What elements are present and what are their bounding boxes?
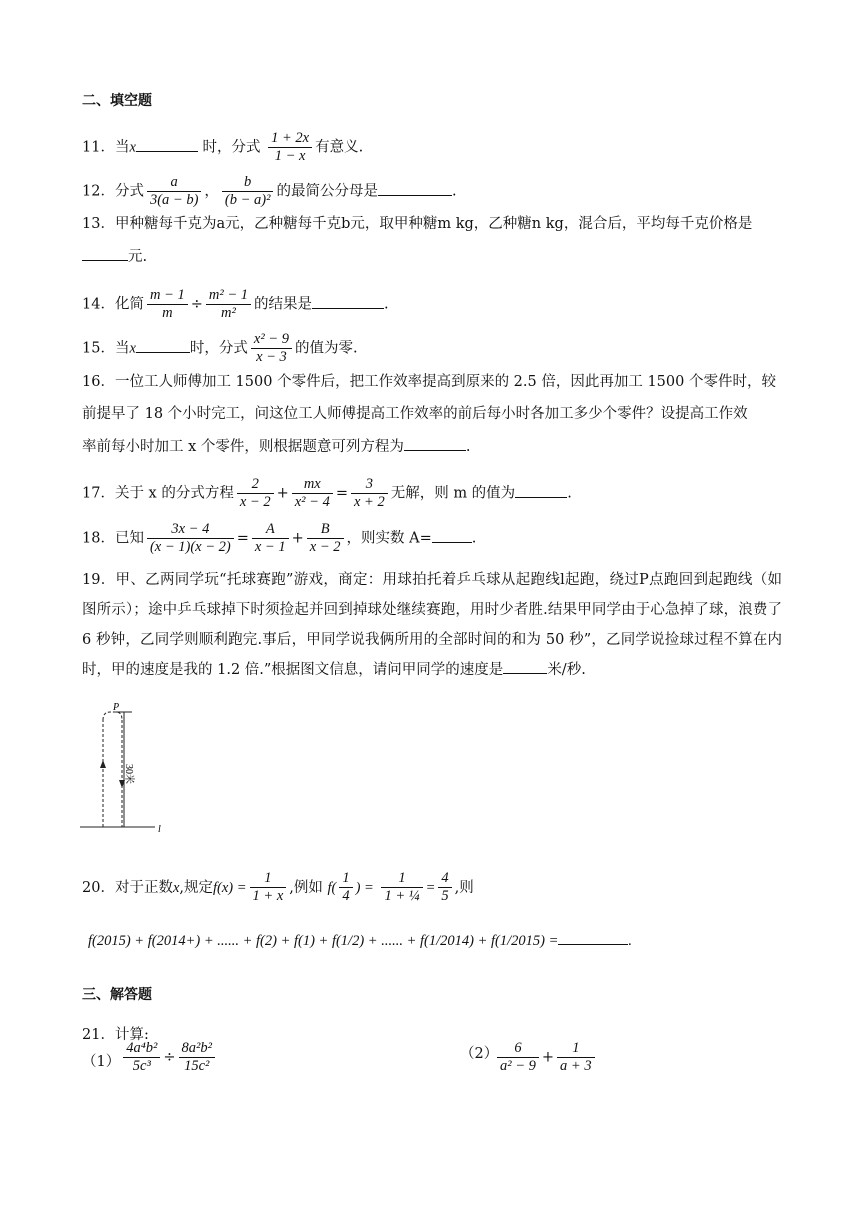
- q18-f2-numerator: A: [252, 521, 289, 539]
- section-title-fill-in: 二、填空题: [82, 93, 152, 109]
- question-21-parts: [82, 1040, 820, 1080]
- question-14: 14．化简 $\frac{m - 1}{m}$ ÷ $\frac{\text{m² − 1}}{\text{m²}}$ 的结果是 .: [82, 287, 389, 321]
- question-12: 12．分式 $\frac{a}{3(a - b)}$ ， $\frac{b}{\text{(b − a)²}}$ 的最简公分母是 .: [82, 174, 457, 208]
- q12-number: 12．分式: [82, 183, 144, 200]
- q18-f2-denominator: x − 1: [254, 539, 286, 555]
- q19-text: 19．甲、乙两同学玩“托球赛跑”游戏，商定：用球拍托着乒乓球从起跑线l起跑，绕过P点跑回到起跑线（如图所示）；途中乒乓球掉下时须捡起并回到掉球处继续赛跑，用时少者胜.结果甲同学由于心急掉了球，浪费了 6 秒钟，乙同学则顺利跑完.事后，甲同学说我俩所用的全部时间的和为 50 秒”，乙同学说捡球过程不算在内时，甲的速度是我的 1.2 倍.”根据图文信息，请问甲同学的速度是: [82, 572, 782, 678]
- q18-blank[interactable]: [432, 528, 472, 543]
- q21-part-2: [494, 1040, 598, 1075]
- q21-p2-operator: +: [541, 1049, 555, 1066]
- q11-tail: 有意义.: [315, 139, 364, 156]
- q11-fraction: [268, 130, 312, 165]
- q12-tail: 的最简公分母是: [276, 183, 378, 200]
- question-16-line-1: 16．一位工人师傅加工 1500 个零件后，把工作效率提高到原来的 2.5 倍，因此再加工 1500 个零件时，较: [82, 374, 776, 390]
- q15-numerator: x² − 9: [251, 331, 292, 349]
- q20-example-f: f(: [327, 879, 337, 896]
- q21-p2-f2-numerator: 1: [557, 1040, 595, 1058]
- q20-example-result: [438, 870, 451, 905]
- q18-f3-numerator: B: [307, 521, 344, 539]
- q20-eg: ,例如: [289, 879, 323, 896]
- q11-numerator: 1 + 2x: [268, 130, 312, 148]
- q13-blank[interactable]: [82, 246, 128, 261]
- q19-figure: [80, 700, 180, 835]
- question-11: [82, 130, 820, 165]
- question-19: [82, 565, 782, 685]
- q21-p1-fraction-1: [123, 1040, 160, 1075]
- q17-fraction-3: [351, 476, 388, 511]
- path-turn: [103, 712, 122, 720]
- label-distance: 30米: [123, 764, 134, 784]
- q17-f3-denominator: x + 2: [353, 494, 385, 510]
- q21-p2-fraction-2: [557, 1040, 595, 1075]
- section-title-solve: 三、解答题: [82, 987, 152, 1003]
- q20-mid: ,规定: [179, 879, 213, 896]
- q21-part-1-label: （1）: [82, 1053, 121, 1070]
- question-15: [82, 331, 820, 366]
- q14-f2-numerator: m² − 1: [206, 287, 251, 305]
- q15-fraction: [251, 331, 292, 366]
- q20-equals: =: [425, 879, 436, 896]
- q20-example-eq: ) =: [355, 879, 374, 896]
- q11-blank[interactable]: [136, 137, 198, 152]
- q12-f1-numerator: a: [147, 174, 201, 192]
- q17-f1-numerator: 2: [237, 476, 274, 494]
- question-13-line-2: [82, 246, 820, 267]
- q14-operator: ÷: [190, 296, 203, 313]
- q17-f1-denominator: x − 2: [239, 494, 271, 510]
- label-p: P: [113, 702, 120, 713]
- q14-f2-denominator: m²: [221, 305, 236, 321]
- q15-tail: 的值为零.: [294, 340, 358, 357]
- q18-fraction-1: [147, 521, 234, 556]
- q21-p1-f1-numerator: 4a⁴b²: [123, 1040, 160, 1058]
- q21-p2-f1-numerator: 6: [497, 1040, 539, 1058]
- q20-example-arg: [339, 870, 352, 905]
- q14-blank[interactable]: [312, 294, 384, 309]
- question-21: 21．计算:: [82, 1027, 149, 1043]
- q14-fraction-2: [206, 287, 251, 322]
- q12-blank[interactable]: [378, 181, 452, 196]
- q18-f1-numerator: 3x − 4: [147, 521, 234, 539]
- q21-p1-f1-denominator: 5c³: [132, 1058, 151, 1074]
- q12-f1-denominator: 3(a − b): [149, 192, 199, 208]
- q21-p1-f2-denominator: 15c²: [184, 1058, 210, 1074]
- q18-f1-denominator: (x − 1)(x − 2): [149, 539, 231, 555]
- q17-fraction-2: [292, 476, 333, 511]
- question-17: 17．关于 x 的分式方程 $\frac{2}{x - 2}$ + $\frac{mx}{\text{x² − 4}}$ = $\frac{3}{x + 2}$ 无解，则 m 的值为 .: [82, 476, 572, 510]
- q18-fraction-3: [307, 521, 344, 556]
- q21-p2-f1-denominator: a² − 9: [500, 1058, 536, 1074]
- q20-example-complex: [381, 870, 422, 905]
- q21-p1-operator: ÷: [163, 1049, 176, 1066]
- q17-f2-denominator: x² − 4: [294, 494, 330, 510]
- q20-complex-num: 1: [381, 870, 422, 888]
- q16-blank[interactable]: [404, 436, 466, 451]
- q21-p1-f2-numerator: 8a²b²: [179, 1040, 215, 1058]
- q15-mid: 时，分式: [189, 340, 248, 357]
- arrow-up-icon: [100, 760, 106, 768]
- question-16-line-3: 率前每小时加工 x 个零件，则根据题意可列方程为 .: [82, 436, 820, 457]
- q21-p2-f2-denominator: a + 3: [560, 1058, 592, 1074]
- q12-f2-denominator: (b − a)²: [224, 192, 271, 208]
- q20-def-numerator: 1: [250, 870, 287, 888]
- q11-mid: 时，分式: [197, 139, 261, 156]
- q11-var: x: [129, 139, 136, 156]
- q18-tail: ，则实数 A=: [346, 530, 432, 547]
- q12-separator: ，: [204, 183, 219, 200]
- q14-fraction-1: [147, 287, 188, 322]
- q20-def-fraction: [250, 870, 287, 905]
- q20-then: ,则: [454, 879, 474, 896]
- q17-f2-numerator: mx: [292, 476, 333, 494]
- q20-number: 20．对于正数: [82, 879, 173, 896]
- q14-f1-numerator: m − 1: [147, 287, 188, 305]
- q21-p1-fraction-2: [179, 1040, 215, 1075]
- q20-var: x: [172, 879, 180, 896]
- question-20-line-2: f(2015) + f(2014+) + ...... + f(2) + f(1) + f(1/2) + ...... + f(1/2014) + f(1/2015) = .: [88, 930, 820, 951]
- q14-number: 14．化简: [82, 296, 144, 313]
- q20-complex-den: 1 + ¼: [384, 888, 420, 904]
- q17-blank[interactable]: [515, 483, 567, 498]
- q21-p2-fraction-1: [497, 1040, 539, 1075]
- q11-number: 11．当: [82, 139, 130, 156]
- q17-number: 17．关于 x 的分式方程: [82, 485, 234, 502]
- q11-denominator: 1 − x: [274, 148, 306, 164]
- q20-def-denominator: 1 + x: [252, 888, 284, 904]
- q18-f3-denominator: x − 2: [309, 539, 341, 555]
- q20-blank[interactable]: [558, 930, 628, 945]
- q20-result-den: 5: [441, 888, 449, 904]
- label-l: l: [158, 824, 161, 835]
- q20-sum-expression: f(2015) + f(2014+) + ...... + f(2) + f(1) + f(1/2) + ...... + f(1/2014) + f(1/2015) =: [88, 933, 559, 949]
- q14-f1-denominator: m: [162, 305, 173, 321]
- q20-example-arg-den: 4: [342, 888, 350, 904]
- q16-line-3-text: 率前每小时加工 x 个零件，则根据题意可列方程为: [82, 439, 404, 455]
- q20-result-num: 4: [438, 870, 451, 888]
- q19-blank[interactable]: [503, 659, 547, 674]
- q12-f2-numerator: b: [222, 174, 274, 192]
- q15-blank[interactable]: [136, 338, 190, 353]
- question-16-line-2: 前提早了 18 个小时完工，问这位工人师傅提高工作效率的前后每小时各加工多少个零件？设提高工作效: [82, 406, 748, 422]
- question-13-line-1: 13．甲种糖每千克为a元，乙种糖每千克b元，取甲种糖m kg，乙种糖n kg，混合后，平均每千克价格是: [82, 216, 753, 232]
- q14-tail: 的结果是: [253, 296, 312, 313]
- q15-number: 15．当: [82, 340, 130, 357]
- q19-tail: 米/秒.: [547, 662, 586, 678]
- question-20-line-1: [82, 862, 820, 902]
- question-18: 18．已知 $\frac{3x - 4}{(x - 1)(x - 2)}$ = $\frac{A}{x - 1}$ + $\frac{B}{x - 2}$ ，则实数 A= .: [82, 521, 477, 555]
- q13-tail: 元.: [128, 249, 148, 265]
- q21-part-2-label: （2）: [460, 1046, 499, 1062]
- q20-fx: f(x) =: [213, 879, 247, 896]
- q15-denominator: x − 3: [256, 349, 287, 365]
- q17-fraction-1: [237, 476, 274, 511]
- q18-fraction-2: [252, 521, 289, 556]
- q18-number: 18．已知: [82, 530, 144, 547]
- q17-tail: 无解，则 m 的值为: [390, 485, 516, 502]
- q17-f3-numerator: 3: [351, 476, 388, 494]
- q12-fraction-2: [222, 174, 274, 209]
- q20-example-arg-num: 1: [339, 870, 352, 888]
- q15-var: x: [129, 340, 136, 357]
- q12-fraction-1: [147, 174, 201, 209]
